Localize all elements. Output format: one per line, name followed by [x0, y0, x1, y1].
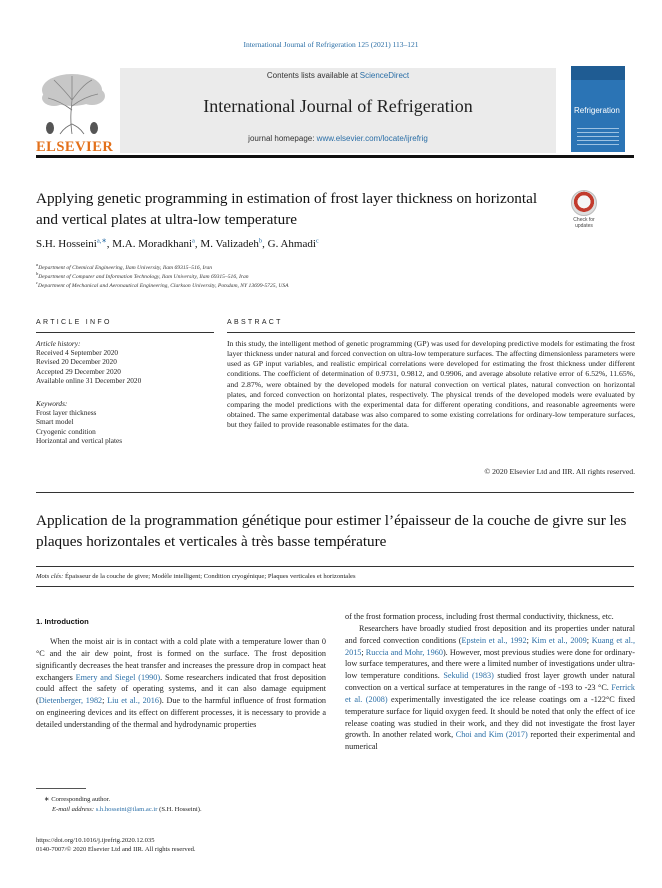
citation-link[interactable]: Ruccia and Mohr, 1960: [365, 647, 443, 657]
cover-word: Refrigeration: [574, 106, 620, 115]
intro-right-paragraph: [345, 623, 635, 753]
citation-link[interactable]: Epstein et al., 1992: [461, 635, 527, 645]
corresponding-text: Corresponding author.: [51, 796, 111, 803]
elsevier-wordmark: ELSEVIER: [36, 139, 114, 155]
author-list: [36, 236, 596, 250]
email-link[interactable]: s.h.hosseini@ilam.ac.ir: [95, 806, 158, 813]
abstract-text: In this study, the intelligent method of genetic programming (GP) was used for developing predictive models for estimating the frost layer thickness under natural and forced convection on ultra-low temperature surfaces. The affecting dimensionless parameters were used as GP input variables, and realistic empirical correlations were developed for estimating the frost thickness under different conditions. The coefficient of determination of 0.9731, 0.9812, and 0.9906, and average absolute relative error of 6.52%, 11.65%, and 2.87%, were obtained by the developed models for natural convection on vertical plates, natural convection on horizontal plates, and forced convection on horizontal plates, respectively. The physical trends of the developed models were evaluated by comparing the model predictions with the experimental data for different operating conditions, and reasonable agreements were obtained. The same experimental database was also compared to some existing correlations for ordinary-low temperature surfaces, but they failed to provide reasonable estimates for the data.: [227, 339, 635, 430]
author-name: S.H. Hosseini: [36, 237, 97, 250]
keywords-label: Keywords:: [36, 399, 68, 408]
intro-right-column: [345, 611, 635, 753]
cover-band: [571, 66, 625, 80]
text-run: Researchers have broadly studied frost deposition and its properties under natural and forced convection conditions (: [345, 623, 635, 645]
text-run: ;: [361, 647, 366, 657]
author-1[interactable]: [36, 238, 112, 250]
citation-link[interactable]: Emery and Siegel (1990): [75, 672, 161, 682]
journal-citation[interactable]: International Journal of Refrigeration 125 (2021) 113–121: [243, 40, 419, 49]
author-sep: ,: [194, 237, 201, 250]
corresponding-note: [44, 795, 110, 803]
french-title: Application de la programmation génétique pour estimer l’épaisseur de la couche de givre sur les plaques horizontales et verticales à très basse température: [36, 512, 627, 550]
abstract-rule: [227, 332, 635, 333]
asterisk: ∗: [44, 796, 52, 803]
author-3[interactable]: [200, 238, 267, 250]
journal-cover: [571, 66, 625, 152]
affiliation-a: [36, 262, 212, 271]
keywords: [36, 399, 216, 445]
article-info-label: ARTICLE INFO: [36, 319, 112, 326]
contents-prefix: Contents lists available at: [266, 71, 360, 80]
citation-link[interactable]: Kuang et al., 2015: [345, 635, 635, 657]
keyword-item: Horizontal and vertical plates: [36, 435, 123, 445]
affiliation-sup: a: [36, 262, 39, 267]
author-4[interactable]: [268, 238, 319, 250]
doi-link[interactable]: https://doi.org/10.1016/j.ijrefrig.2020.12.035: [36, 837, 155, 844]
article-title: Applying genetic programming in estimation of frost layer thickness on horizontal and vertical plates at ultra-low temperature: [36, 190, 538, 228]
citation-link[interactable]: Dietenberger, 1982: [38, 696, 103, 706]
author-name: G. Ahmadi: [267, 237, 316, 250]
check-for-updates-label: Check for updates: [573, 217, 595, 229]
affiliation-c: [36, 280, 289, 289]
text-run: ). However, most previous studies were done for ordinary-low surface temperatures, and there were a limited number of investigations under ultra-low temperature conditions.: [345, 647, 635, 681]
elsevier-logo: [36, 70, 114, 155]
history-online: Available online 31 December 2020: [36, 375, 142, 385]
footnote-rule: [36, 788, 86, 789]
author-sup: c: [315, 237, 319, 244]
author-sup: b: [258, 237, 263, 244]
contents-line: [120, 71, 556, 80]
text-run: ). Due to the harmful influence of frost formation on engineering devices and its effect on different processes, it is necessary to provide a detailed understanding of the thermal and hydrodynamic properties: [36, 696, 327, 729]
citation-link[interactable]: Kim et al., 2009: [531, 635, 587, 645]
journal-title: International Journal of Refrigeration: [203, 96, 473, 116]
check-for-updates-badge[interactable]: [567, 190, 601, 230]
text-run: When the moist air is in contact with a cold plate with a temperature lower than 0 °C and the air dew point, frost is formed on the surface. The frost deposition significantly decreases the heat transfer and increases the pressure drop in compact heat exchangers: [36, 637, 326, 682]
text-run: ;: [526, 635, 532, 645]
affiliation-sup: c: [36, 280, 38, 285]
keyword-item: Cryogenic condition: [36, 426, 96, 436]
affiliation-text: Department of Chemical Engineering, Ilam University, Ilam 69315–516, Iran: [38, 264, 213, 271]
text-run: ;: [102, 696, 108, 706]
sciencedirect-link[interactable]: ScienceDirect: [359, 71, 410, 80]
author-sup: a,∗: [96, 237, 107, 244]
issn-line: 0140-7007/© 2020 Elsevier Ltd and IIR. All rights reserved.: [36, 846, 196, 853]
french-top-rule: [36, 566, 634, 567]
keyword-item: Frost layer thickness: [36, 408, 97, 418]
journal-homepage: [120, 134, 556, 143]
email-suffix: (S.H. Hosseini).: [157, 806, 202, 813]
author-2[interactable]: [112, 238, 200, 250]
text-run: ;: [586, 635, 592, 645]
cover-graphic: [577, 128, 619, 146]
abstract-copyright: © 2020 Elsevier Ltd and IIR. All rights reserved.: [484, 467, 635, 476]
abstract-label: ABSTRACT: [227, 319, 283, 326]
homepage-link[interactable]: www.elsevier.com/locate/ijrefrig: [316, 134, 428, 143]
check-for-updates-icon: [571, 190, 597, 216]
text-run: . Some researchers indicated that frost deposition could affect the safety of operating systems, and it can also damage equipment (: [36, 672, 326, 706]
email-label: E-mail address:: [52, 806, 95, 813]
author-sep: ,: [262, 237, 268, 250]
keyword-item: Smart model: [36, 417, 74, 427]
mots-cles-text: Épaisseur de la couche de givre; Modèle intelligent; Condition cryogénique; Plaques verticales et horizontales: [64, 573, 356, 580]
mots-cles-label: Mots clés:: [36, 573, 64, 580]
text-run: reported their experimental and numerical: [345, 730, 635, 752]
affiliation-text: Department of Mechanical and Aeronautical Engineering, Clarkson University, Potsdam, NY 13699-5725, USA: [38, 282, 289, 289]
history-received: Received 4 September 2020: [36, 348, 119, 358]
author-name: M. Valizadeh: [200, 237, 259, 250]
intro-left-column: [36, 636, 326, 731]
article-history: [36, 339, 216, 385]
intro-left-paragraph: [36, 636, 326, 731]
citation-link[interactable]: Ferrick et al. (2008): [345, 683, 635, 704]
header-rule: [36, 155, 634, 158]
citation-link[interactable]: Liu et al., 2016: [107, 696, 159, 706]
history-accepted: Accepted 29 December 2020: [36, 366, 121, 376]
author-sup: a: [192, 237, 195, 244]
text-run: experimentally investigated the ice release coatings om a -122°C fixed temperature surface for liquid oxygen feed. It should be noted that only the effect of ice release coating was studied in their work, and they did not investigate the frost layer growth. In another related work,: [345, 694, 635, 740]
citation-link[interactable]: Choi and Kim (2017): [455, 730, 528, 740]
history-label: Article history:: [36, 339, 81, 348]
affiliation-text: Department of Computer and Information Technology, Ilam University, Ilam 69315–516, Iran: [38, 273, 249, 280]
text-run: studied frost layer growth under natural convection on a vertical surface at temperatures in the range of -193 to -23 °C.: [345, 671, 635, 693]
elsevier-tree-icon: [36, 70, 108, 136]
intro-right-continuation: of the frost formation process, including frost thermal conductivity, thickness, etc.: [345, 612, 614, 621]
citation-link[interactable]: Sekulid (1983): [443, 671, 494, 681]
introduction-heading: 1. Introduction: [36, 617, 89, 626]
french-bottom-rule: [36, 586, 634, 587]
article-info-rule: [36, 332, 214, 333]
affiliation-b: [36, 271, 249, 280]
author-sep: ,: [106, 237, 113, 250]
history-revised: Revised 20 December 2020: [36, 357, 117, 367]
homepage-prefix: journal homepage:: [248, 134, 317, 143]
abstract-bottom-rule: [36, 492, 634, 493]
affiliation-sup: b: [36, 271, 39, 276]
mots-cles: [36, 573, 356, 580]
email-note: [52, 806, 202, 813]
author-name: M.A. Moradkhani: [112, 237, 193, 250]
